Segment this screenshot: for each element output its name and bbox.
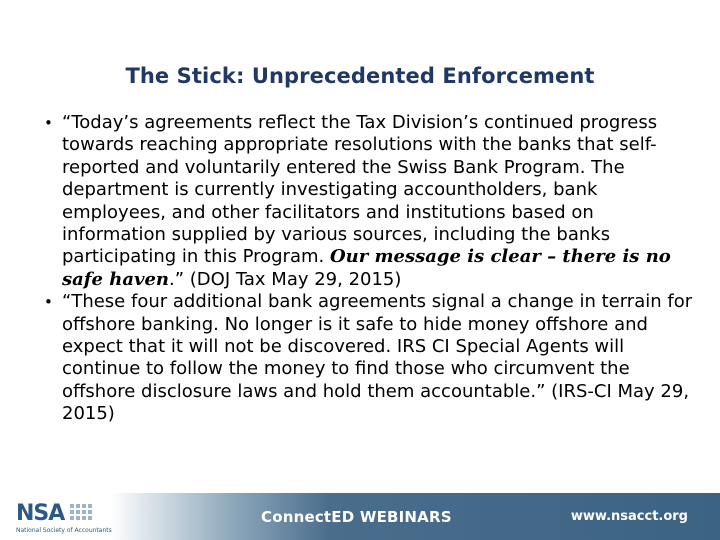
footer-bar (0, 493, 720, 540)
bullet-text: “Today’s agreements reflect the Tax Division’s continued progress towards reaching appropriate resolutions with the banks that self-reported and voluntarily entered the Swiss Bank Program. The department is currently investigating accountholders, bank employees, and other facilitators and institutions based on information supplied by various sources, including the banks participating in this Program. (62, 112, 658, 268)
footer-webinars-label: ConnectED WEBINARS (261, 508, 452, 526)
bullet-dot-icon: • (44, 114, 53, 132)
nsa-logo (16, 501, 116, 535)
bullet-emphasis: Our message is clear – there is no safe haven (62, 246, 671, 290)
logo-subtext: National Society of Accountants (16, 527, 112, 534)
bullet-text: “These four additional bank agreements signal a change in terrain for offshore banking. No longer is it safe to hide money offshore and expect that it will not be discovered. IRS CI Special Agents will continue to follow the money to find those who circumvent the offshore disclosure laws and hold them accountable.” (IRS-CI May 29, 2015) (62, 291, 693, 425)
footer-url-link[interactable]: www.nsacct.org (570, 509, 688, 524)
bullet-citation: .” (DOJ Tax May 29, 2015) (169, 268, 402, 290)
slide-title: The Stick: Unprecedented Enforcement (125, 64, 595, 88)
logo-text: NSA (16, 501, 65, 526)
logo-grid-icon (70, 504, 92, 520)
bullet-item (38, 291, 703, 425)
bullet-list (38, 112, 703, 426)
bullet-dot-icon: • (44, 293, 53, 312)
bullet-item (38, 112, 703, 291)
